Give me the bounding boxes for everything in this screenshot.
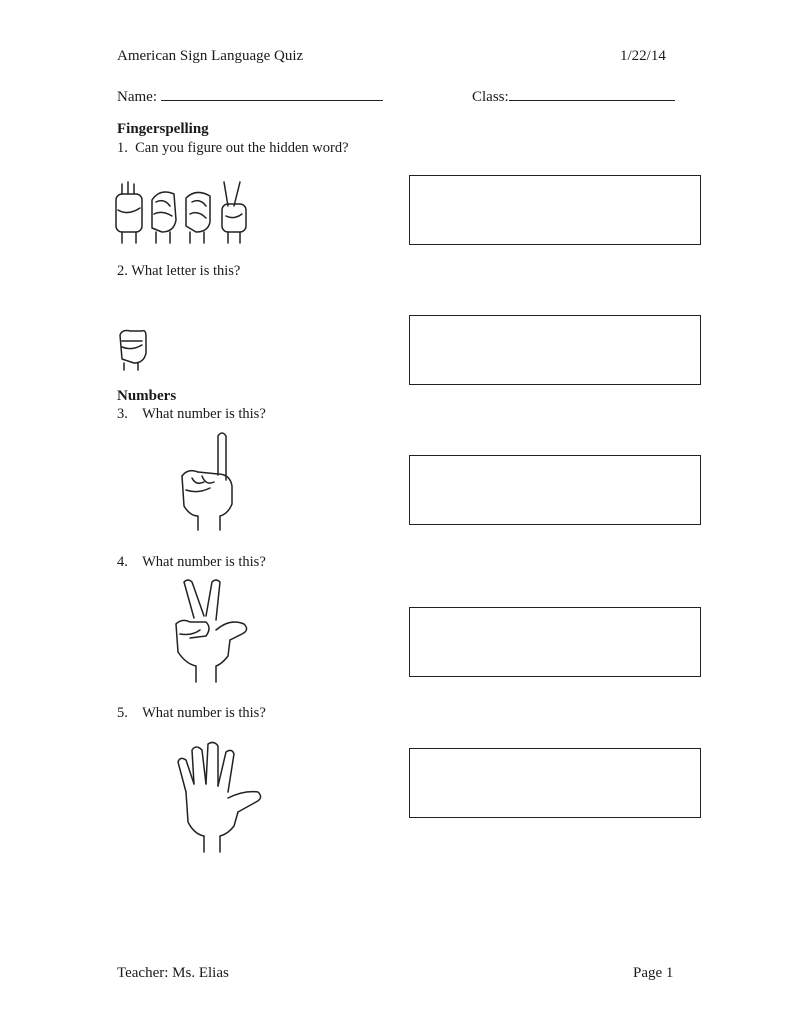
class-label: Class:: [472, 89, 509, 105]
question-2: [117, 263, 240, 280]
one-finger-hand-icon: [178, 430, 238, 534]
question-number: 3.: [117, 406, 128, 422]
question-3: [117, 406, 266, 423]
answer-box-2[interactable]: [409, 315, 701, 385]
question-text: What number is this?: [142, 554, 266, 570]
question-number: 1.: [117, 140, 128, 156]
question-number: 2.: [117, 263, 128, 279]
hand-sign-icon: [116, 182, 142, 243]
answer-box-3[interactable]: [409, 455, 701, 525]
three-finger-hand-icon: [170, 578, 254, 684]
hand-sign-icon: [186, 192, 210, 243]
section-heading-fingerspelling: Fingerspelling: [117, 121, 209, 137]
name-field-row: [117, 86, 383, 106]
answer-box-4[interactable]: [409, 607, 701, 677]
hand-sign-icon: [152, 192, 176, 243]
hand-signs-word-icon: [112, 180, 252, 245]
footer-page-number: Page 1: [633, 965, 674, 981]
hand-sign-icon: [116, 327, 150, 371]
question-1: [117, 140, 349, 157]
question-text: What number is this?: [142, 705, 266, 721]
class-field-row: [472, 86, 675, 106]
question-number: 4.: [117, 554, 128, 570]
answer-box-1[interactable]: [409, 175, 701, 245]
question-5: [117, 705, 266, 722]
hand-sign-icon: [222, 182, 246, 243]
footer-teacher: Teacher: Ms. Elias: [117, 965, 229, 981]
question-4: [117, 554, 266, 571]
section-heading-numbers: Numbers: [117, 388, 177, 404]
question-number: 5.: [117, 705, 128, 721]
name-field[interactable]: [161, 86, 383, 101]
answer-box-5[interactable]: [409, 748, 701, 818]
name-label: Name:: [117, 89, 157, 105]
question-text: What number is this?: [142, 406, 266, 422]
open-hand-icon: [176, 742, 268, 854]
question-text: Can you figure out the hidden word?: [135, 140, 349, 156]
question-text: What letter is this?: [131, 263, 241, 279]
quiz-title: American Sign Language Quiz: [117, 48, 304, 64]
class-field[interactable]: [509, 86, 675, 101]
quiz-date: 1/22/14: [620, 48, 666, 64]
